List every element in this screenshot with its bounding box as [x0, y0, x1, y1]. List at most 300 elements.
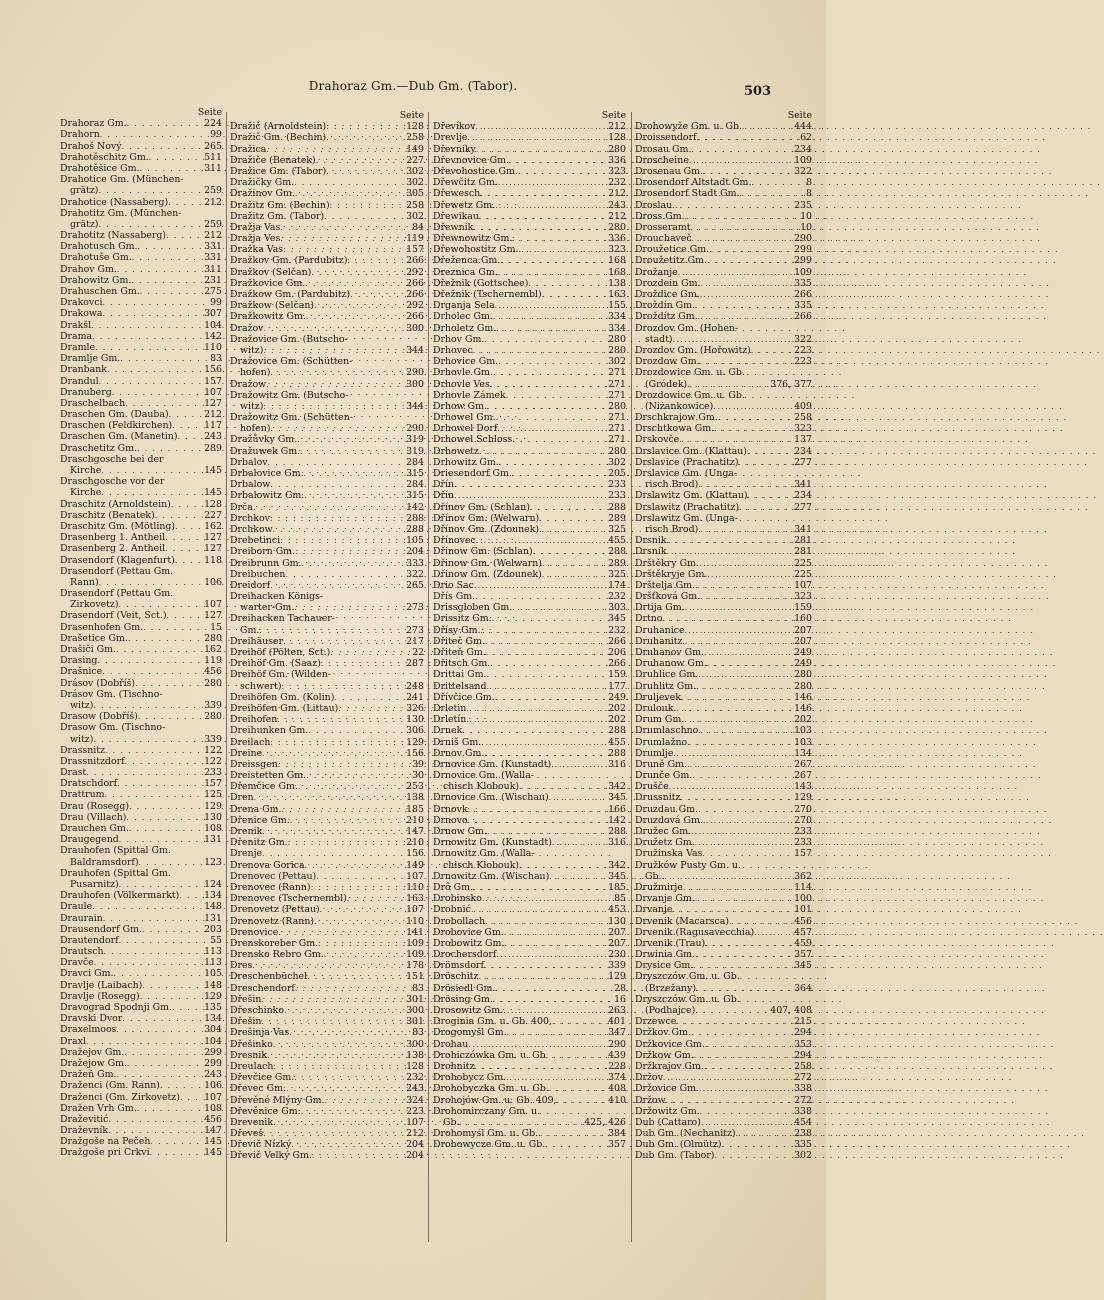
entry-name: risch Brod)	[645, 479, 699, 491]
index-entry	[433, 211, 626, 222]
entry-page-ref: 55	[210, 934, 222, 946]
entry-page-ref: 280	[608, 143, 626, 155]
entry-name: Drahotuše Gm.	[60, 252, 132, 264]
entry-page-ref: 105	[204, 968, 222, 980]
entry-page-ref: 233	[608, 490, 626, 502]
entry-page-ref: 347	[608, 1027, 626, 1039]
entry-page-ref: 301	[406, 993, 424, 1005]
entry-page-ref: 294	[794, 1027, 812, 1039]
entry-page-ref: 316	[608, 758, 626, 770]
dot-leader	[330, 200, 405, 211]
entry-page-ref: 128	[406, 121, 424, 133]
entry-page-ref: 127	[204, 397, 222, 409]
dot-leader	[700, 356, 794, 367]
entry-name: Drogomyšl Gm.	[433, 1027, 507, 1039]
index-entry	[60, 297, 222, 308]
index-entry-start: Dražowitz Gm. (Butscho-	[230, 389, 349, 401]
entry-page-ref: 212	[608, 121, 626, 133]
entry-name: Drhovice Gm.	[433, 356, 499, 368]
dot-leader	[311, 882, 406, 893]
entry-name: Droscheine	[635, 154, 689, 166]
entry-page-ref: 357	[608, 1139, 626, 1151]
entry-page-ref: 109	[794, 266, 812, 278]
dot-leader	[519, 244, 608, 255]
entry-name: Drasenhofen Gm.	[60, 621, 144, 633]
entry-page-ref: 281	[794, 546, 812, 558]
dot-leader	[98, 219, 203, 230]
dot-leader	[270, 367, 405, 378]
dot-leader	[86, 767, 203, 778]
dot-leader	[266, 379, 405, 390]
entry-name: Držkovice Gm.	[635, 1038, 705, 1050]
dot-leader	[666, 1095, 793, 1106]
entry-page-ref: 123	[204, 856, 222, 868]
index-entry	[635, 916, 812, 927]
entry-name: schwert)	[240, 680, 282, 692]
index-entry	[635, 1083, 812, 1094]
entry-name: Dřenitz Gm.	[230, 837, 288, 849]
dot-leader	[667, 535, 794, 546]
index-entry	[60, 286, 222, 297]
entry-name: Drumlažno	[635, 736, 688, 748]
index-entry	[433, 177, 626, 188]
dot-leader	[94, 957, 203, 968]
entry-page-ref: 163	[406, 893, 424, 905]
index-entry	[635, 166, 812, 177]
entry-name: Dřiteč Gm.	[433, 635, 485, 647]
dot-leader	[124, 1047, 203, 1058]
entry-page-ref: 168	[608, 266, 626, 278]
entry-name: Draxl	[60, 1035, 86, 1047]
entry-name: Drožanje	[635, 266, 678, 278]
dot-leader	[493, 367, 607, 378]
entry-name: Drau (Villach)	[60, 811, 127, 823]
index-column	[60, 107, 222, 1159]
index-entry	[230, 781, 424, 792]
dot-leader	[116, 1024, 203, 1035]
dot-leader	[178, 431, 204, 442]
entry-name: Drašnice	[60, 666, 103, 678]
entry-name: warter-Gm.	[240, 602, 295, 614]
index-entry	[60, 398, 222, 409]
index-entry	[60, 510, 222, 521]
entry-name: Dřitsch Gm.	[433, 658, 491, 670]
entry-page-ref: 234	[794, 143, 812, 155]
entry-name: Dravče	[60, 957, 94, 969]
entry-page-ref: 109	[794, 154, 812, 166]
index-entry	[433, 625, 626, 636]
entry-page-ref: 374	[608, 1072, 626, 1084]
dot-leader	[117, 264, 203, 275]
dot-leader	[108, 1125, 203, 1136]
entry-name: Dražinov Gm.	[230, 188, 295, 200]
entry-page-ref: 228	[608, 1060, 626, 1072]
dot-leader	[479, 211, 607, 222]
entry-page-ref: 101	[794, 904, 812, 916]
dot-leader	[504, 938, 607, 949]
entry-name: Drum Gm.	[635, 714, 685, 726]
index-entry	[230, 1106, 424, 1117]
dot-leader	[678, 267, 793, 278]
index-entry	[433, 144, 626, 155]
entry-page-ref: 134	[794, 747, 812, 759]
entry-name: Dreihöfen Gm. (Littau)	[230, 702, 339, 714]
index-entry	[230, 524, 424, 535]
dot-leader	[143, 622, 209, 633]
entry-page-ref: 339	[204, 699, 222, 711]
entry-name: Drömsdorf	[433, 960, 484, 972]
dot-leader	[468, 804, 607, 815]
dot-leader	[316, 155, 405, 166]
dot-leader	[300, 446, 405, 457]
entry-page-ref: 110	[406, 881, 424, 893]
entry-name: Drandul	[60, 375, 99, 387]
dot-leader	[504, 927, 607, 938]
index-entry	[60, 599, 222, 610]
dot-leader	[103, 308, 204, 319]
entry-name: Dres	[230, 960, 253, 972]
column-heading: Seite	[399, 110, 424, 121]
entry-name: Drskovče	[635, 434, 680, 446]
dot-leader	[474, 1061, 607, 1072]
index-entry	[230, 658, 424, 669]
dot-leader	[284, 1005, 405, 1016]
index-entry	[60, 1002, 222, 1013]
entry-page-ref: 336	[608, 233, 626, 245]
index-entry	[433, 1128, 626, 1139]
index-entry	[635, 546, 812, 557]
dot-leader	[473, 345, 607, 356]
entry-page-ref: 253	[406, 781, 424, 793]
dot-leader	[698, 725, 793, 736]
dot-leader	[282, 804, 406, 815]
entry-name: Drosendorf Stadt Gm.	[635, 188, 740, 200]
entry-name: Drhowel Schloss	[433, 434, 513, 446]
index-entry	[230, 155, 424, 166]
entry-page-ref: 284	[406, 479, 424, 491]
entry-name: Drohobycz Gm.	[433, 1072, 507, 1084]
entry-name: Drittelsand	[433, 680, 487, 692]
entry-page-ref: 231	[204, 274, 222, 286]
index-entry	[60, 443, 222, 454]
entry-page-ref: 232	[608, 591, 626, 603]
dot-leader	[482, 893, 613, 904]
entry-name: Drholec Gm.	[433, 311, 493, 323]
dot-leader	[166, 610, 203, 621]
entry-name: Drasendorf (Veit, Sct.)	[60, 610, 167, 622]
entry-page-ref: 157	[204, 375, 222, 387]
dot-leader	[519, 781, 607, 792]
index-entry	[433, 837, 626, 848]
entry-page-ref: 130	[406, 714, 424, 726]
entry-name: Dravci Gm.	[60, 968, 114, 980]
index-entry	[433, 669, 626, 680]
index-entry	[635, 882, 812, 893]
entry-page-ref: 259	[204, 185, 222, 197]
index-entry	[60, 980, 222, 991]
index-entry	[230, 860, 424, 871]
dot-leader	[142, 980, 203, 991]
index-entry	[230, 490, 424, 501]
dot-leader	[549, 871, 607, 882]
entry-name: Drohau	[433, 1038, 469, 1050]
dot-leader	[700, 289, 793, 300]
index-entry	[60, 230, 222, 241]
dot-leader	[155, 510, 203, 521]
dot-leader	[347, 255, 405, 266]
index-entry-start: Dreihöf Gm. (Wilden-	[230, 669, 331, 681]
dot-leader	[305, 278, 405, 289]
entry-page-ref: 459	[794, 937, 812, 949]
index-entry	[60, 778, 222, 789]
dot-leader	[691, 222, 800, 233]
index-entry	[230, 792, 424, 803]
entry-name: Dranbank	[60, 364, 107, 376]
dot-leader	[549, 1083, 607, 1094]
index-entry	[635, 826, 812, 837]
dot-leader	[132, 252, 203, 263]
entry-name: Drattrum	[60, 789, 105, 801]
entry-page-ref: 456	[204, 1113, 222, 1125]
index-entry	[60, 197, 222, 208]
index-entry	[230, 748, 424, 759]
entry-page-ref: 324	[406, 1094, 424, 1106]
index-entry	[635, 714, 812, 725]
dot-leader	[273, 524, 405, 535]
entry-name: Drauchen Gm.	[60, 823, 129, 834]
dot-leader	[546, 1050, 607, 1061]
dot-leader	[150, 1147, 203, 1158]
entry-page-ref: 223	[794, 356, 812, 368]
entry-name: Dreihöf Gm. (Saaz)	[230, 658, 321, 670]
dot-leader	[306, 770, 411, 781]
entry-page-ref: 207	[608, 926, 626, 938]
dot-leader	[681, 692, 793, 703]
dot-leader	[542, 569, 607, 580]
index-entry	[230, 826, 424, 837]
dot-leader	[135, 678, 203, 689]
index-column	[635, 110, 812, 1162]
index-entry	[230, 211, 424, 222]
index-entry	[60, 968, 222, 979]
entry-name: Dražkov (Selčan)	[230, 266, 312, 278]
entry-page-ref: 311	[204, 162, 222, 174]
entry-name: Druně Gm.	[635, 758, 687, 770]
entry-name: Draschen Gm. (Manetin)	[60, 431, 178, 443]
entry-name: Drahowitz Gm.	[60, 274, 132, 286]
entry-name: Dřewnowitz Gm.	[433, 233, 513, 245]
entry-page-ref: 185	[608, 881, 626, 893]
entry-page-ref: 323	[608, 165, 626, 177]
index-entry	[635, 502, 812, 513]
entry-page-ref: 127	[204, 610, 222, 622]
dot-leader	[698, 669, 793, 680]
entry-name: Drsnik	[635, 535, 667, 547]
entry-page-ref: 341	[794, 523, 812, 535]
entry-name: Dreznica Gm.	[433, 266, 498, 278]
entry-name: Drahotěschitz Gm.	[60, 151, 149, 163]
index-entry	[60, 308, 222, 319]
entry-name: Dřínov Gm. (Schlan)	[433, 501, 530, 513]
entry-page-ref: 141	[406, 926, 424, 938]
entry-page-ref: 107	[204, 599, 222, 611]
index-entry	[433, 222, 626, 233]
entry-name: Dražkowitz Gm.	[230, 311, 306, 323]
entry-page-ref: 146	[794, 691, 812, 703]
dot-leader	[270, 423, 405, 434]
entry-page-ref: 204	[406, 546, 424, 558]
entry-name: Dražeň Gm.	[60, 1069, 117, 1081]
entry-name: Dršťková Gm.	[635, 591, 701, 603]
entry-page-ref: 280	[794, 680, 812, 692]
entry-page-ref: 271	[608, 389, 626, 401]
index-entry	[433, 1072, 626, 1083]
index-entry	[230, 927, 424, 938]
entry-page-ref: 207	[794, 635, 812, 647]
entry-page-ref: 22	[412, 647, 424, 658]
index-entry	[230, 1083, 424, 1094]
index-entry	[635, 1095, 812, 1106]
entry-name: Drahuschen Gm.	[60, 286, 140, 297]
index-entry	[635, 569, 812, 580]
dot-leader	[496, 323, 607, 334]
entry-page-ref: 149	[406, 859, 424, 871]
entry-page-ref: 223	[406, 1105, 424, 1117]
entry-name: Draževitić	[60, 1113, 109, 1125]
entry-name: Drašiči Gm.	[60, 644, 116, 655]
entry-name: Dravski Dvor	[60, 1013, 123, 1025]
entry-page-ref: 134	[204, 890, 222, 902]
dot-leader	[748, 490, 794, 501]
dot-leader	[685, 625, 794, 636]
dot-leader	[108, 1114, 203, 1125]
index-entry	[60, 924, 222, 935]
index-entry	[230, 759, 424, 770]
entry-name: Drhovle Ves	[433, 378, 490, 390]
index-entry	[433, 434, 626, 445]
index-entry	[230, 1117, 424, 1128]
dot-leader	[751, 177, 805, 188]
entry-name: Dreihofen	[230, 714, 278, 726]
dot-leader	[669, 781, 793, 792]
index-entry	[635, 334, 812, 345]
entry-name: Dub (Cattaro)	[635, 1116, 701, 1128]
index-entry	[230, 904, 424, 915]
dot-leader	[479, 446, 607, 457]
index-entry	[635, 379, 812, 390]
entry-page-ref: 207	[608, 937, 626, 949]
entry-page-ref: 10	[800, 221, 812, 233]
entry-page-ref: 212	[204, 409, 222, 421]
entry-page-ref: 130	[608, 915, 626, 927]
entry-name: Draxelmoos	[60, 1024, 117, 1036]
entry-name: Drštěkry Gm.	[635, 557, 699, 569]
entry-name: Dřeschinko	[230, 1005, 285, 1016]
entry-name: Drakowa	[60, 308, 103, 320]
index-entry	[60, 812, 222, 823]
index-entry	[60, 219, 222, 230]
entry-name: Dražitz Gm. (Tabor)	[230, 210, 325, 222]
dot-leader	[270, 479, 405, 490]
entry-name: Drtno	[635, 613, 663, 625]
entry-page-ref: 104	[204, 319, 222, 331]
entry-page-ref: 148	[204, 979, 222, 991]
entry-name: Dreiborn Gm.	[230, 546, 296, 558]
entry-name: Draschitz Gm. (Mötling)	[60, 520, 176, 532]
entry-name: Draule	[60, 901, 93, 913]
entry-name: Drbalowitz Gm.	[230, 490, 305, 502]
entry-page-ref: 249	[794, 658, 812, 670]
index-entry	[433, 737, 626, 748]
entry-name: Dross Gm.	[635, 210, 685, 222]
dot-leader	[112, 387, 203, 398]
dot-leader	[142, 924, 203, 935]
index-entry	[635, 703, 812, 714]
dot-leader	[498, 177, 607, 188]
index-entry	[433, 871, 626, 882]
entry-page-ref: 185	[406, 803, 424, 815]
dot-leader	[277, 714, 405, 725]
entry-name: Dřínovec	[433, 535, 476, 547]
dot-leader	[325, 1095, 406, 1106]
index-entry	[60, 700, 222, 711]
dot-leader	[304, 468, 405, 479]
index-entry	[433, 569, 626, 580]
entry-page-ref: 142	[608, 814, 626, 826]
entry-page-ref: 225	[794, 568, 812, 580]
dot-leader	[698, 804, 793, 815]
dot-leader	[695, 1005, 769, 1016]
entry-name: (Podhajce)	[645, 1005, 696, 1016]
entry-page-ref: 289	[204, 442, 222, 454]
entry-name: Drasow (Dobříš)	[60, 711, 138, 723]
entry-page-ref: 299	[204, 1057, 222, 1069]
index-entry	[60, 745, 222, 756]
entry-name: Drslavice (Prachatitz)	[635, 456, 739, 468]
dot-leader	[119, 599, 204, 610]
dot-leader	[754, 927, 793, 938]
entry-page-ref: 162	[204, 520, 222, 532]
dot-leader	[129, 801, 203, 812]
index-entry	[60, 1125, 222, 1136]
index-entry	[60, 890, 222, 901]
index-entry	[230, 938, 424, 949]
entry-name: Drozdow Gm.	[635, 356, 700, 368]
index-entry	[635, 770, 812, 781]
index-entry	[230, 323, 424, 334]
dot-leader	[663, 1072, 793, 1083]
entry-page-ref: 145	[204, 1136, 222, 1148]
dot-leader	[512, 602, 607, 613]
index-entry	[230, 602, 424, 613]
dot-leader	[462, 725, 607, 736]
dot-leader	[487, 826, 607, 837]
dot-leader	[542, 289, 607, 300]
entry-page-ref: 304	[204, 1024, 222, 1036]
entry-page-ref: 212	[608, 188, 626, 200]
dot-leader	[338, 703, 405, 714]
index-entry	[60, 678, 222, 689]
index-entry	[433, 502, 626, 513]
entry-name: Dražejow Gm.	[60, 1057, 127, 1069]
entry-name: Draschen (Feldkirchen)	[60, 420, 173, 432]
dot-leader	[698, 311, 793, 322]
entry-name: Drletin	[433, 702, 467, 714]
entry-name: Droždice Gm.	[635, 289, 700, 300]
entry-page-ref: 113	[204, 957, 222, 969]
entry-name: Draževník	[60, 1125, 109, 1137]
dot-leader	[103, 913, 203, 924]
